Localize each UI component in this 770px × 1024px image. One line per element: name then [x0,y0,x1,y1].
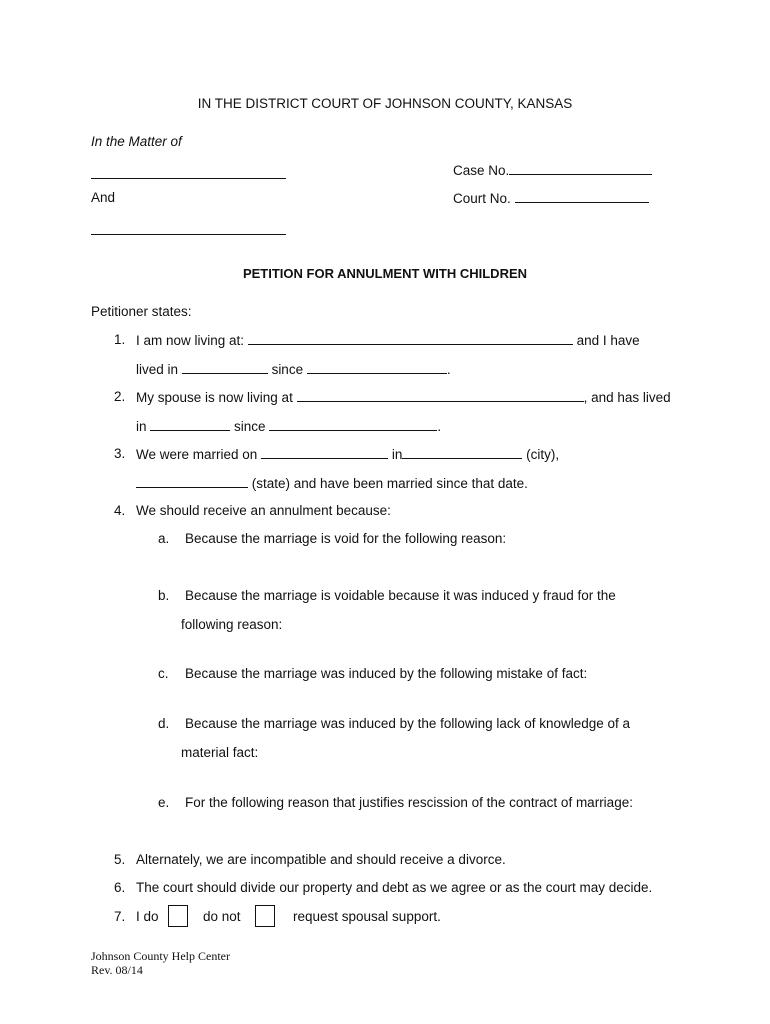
party-two-blank[interactable] [91,222,286,235]
reason-d-letter: d. [158,716,170,731]
item-6-number: 6. [114,880,126,895]
item-1-line-1 [136,332,640,348]
and-label: And [91,190,116,205]
case-no-blank[interactable] [509,162,652,175]
spouse-since-blank[interactable] [269,418,437,431]
reason-c-letter: c. [158,666,169,681]
footer-help-center: Johnson County Help Center [91,949,230,963]
item-7-i-do: I do [136,909,159,924]
reason-e-letter: e. [158,795,170,810]
reason-e-text: For the following reason that justifies rescission of the contract of marriage: [185,795,633,810]
court-no-field [453,190,649,206]
item-2-line-1 [136,389,671,405]
reason-d-text: Because the marriage was induced by the following lack of knowledge of a [185,716,631,731]
lived-in-blank[interactable] [182,361,268,374]
item-1-line-2 [136,361,451,377]
spousal-support-do-checkbox[interactable] [168,905,188,927]
in-the-matter-label: In the Matter of [91,134,182,149]
item-2-text-4: since [234,419,266,434]
item-1-text-4: since [271,362,304,377]
item-7-request-text: request spousal support. [293,909,441,924]
item-3-text-2: in [391,447,403,462]
item-1-period: . [446,362,451,377]
court-no-label: Court No. [453,191,511,206]
item-6-text: The court should divide our property and debt as we agree or as the court may decide. [136,880,653,895]
item-1-text: I am now living at: [136,333,245,348]
item-4-text: We should receive an annulment because: [136,503,391,518]
court-no-blank[interactable] [515,190,649,203]
marriage-date-blank[interactable] [261,446,388,459]
item-2-text-3: in [136,419,147,434]
marriage-state-blank[interactable] [136,475,248,488]
item-2-number: 2. [114,389,126,404]
spousal-support-do-not-checkbox[interactable] [255,905,275,927]
item-3-text-3: (city), [526,447,560,462]
item-1-number: 1. [114,332,126,347]
reason-b-continuation: following reason: [181,617,283,632]
item-3-number: 3. [114,446,126,461]
item-3-text: We were married on [136,447,258,462]
footer-revision: Rev. 08/14 [91,963,143,977]
item-5-text: Alternately, we are incompatible and should receive a divorce. [136,852,506,867]
reason-d-continuation: material fact: [181,745,259,760]
item-1-text-2: and I have [576,333,640,348]
reason-b-letter: b. [158,588,170,603]
current-address-blank[interactable] [248,332,573,345]
document-title: PETITION FOR ANNULMENT WITH CHILDREN [242,266,528,281]
court-heading: IN THE DISTRICT COURT OF JOHNSON COUNTY, KANSAS [197,96,573,111]
reason-c-text: Because the marriage was induced by the following mistake of fact: [185,666,588,681]
marriage-city-blank[interactable] [402,446,522,459]
item-3-text-4: (state) and have been married since that date. [251,476,528,491]
spouse-lived-in-blank[interactable] [150,418,230,431]
item-7-do-not: do not [203,909,241,924]
item-2-line-2 [136,418,441,434]
item-2-text: My spouse is now living at [136,390,293,405]
reason-a-letter: a. [158,531,170,546]
petitioner-states: Petitioner states: [91,304,192,319]
spouse-address-blank[interactable] [297,389,584,402]
since-date-blank[interactable] [307,361,447,374]
party-one-blank[interactable] [91,166,286,179]
reason-b-text: Because the marriage is voidable because it was induced y fraud for the [185,588,616,603]
reason-a-text: Because the marriage is void for the following reason: [185,531,507,546]
item-2-period: . [437,419,442,434]
item-2-text-2: , and has lived [583,390,671,405]
item-3-line-1 [136,446,559,462]
item-7-number: 7. [114,909,126,924]
item-1-text-3: lived in [136,362,179,377]
item-3-line-2 [136,475,528,491]
case-no-field [453,162,652,178]
case-no-label: Case No. [453,163,510,178]
item-4-number: 4. [114,503,126,518]
item-5-number: 5. [114,852,126,867]
